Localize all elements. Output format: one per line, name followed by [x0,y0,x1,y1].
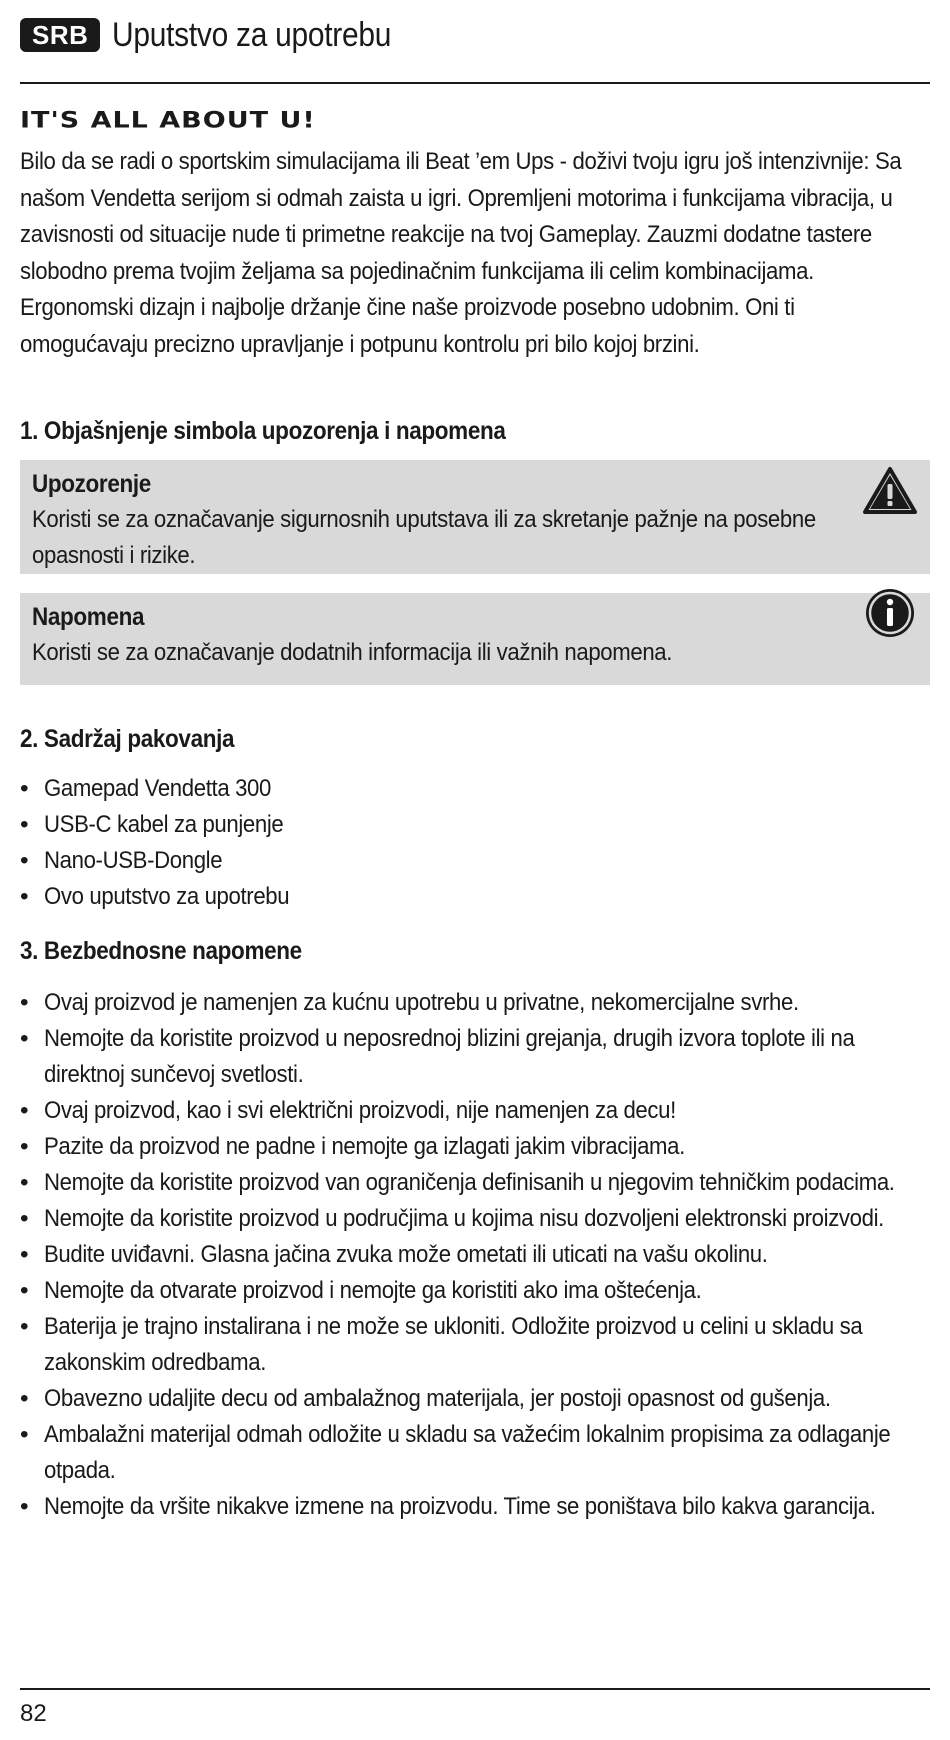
note-text: Koristi se za označavanje dodatnih informacija ili važnih napomena. [32,639,673,666]
list-item: • Nemojte da otvarate proizvod i nemojte ga koristiti ako ima oštećenja. [20,1277,702,1304]
list-item: • Nano-USB-Dongle [20,847,223,874]
section-heading-symbols: 1. Objašnjenje simbola upozorenja i napomena [20,417,506,445]
intro-paragraph: Bilo da se radi o sportskim simulacijama ili Beat ’em Ups - doživi tvoju igru još intenzivnije: Sa našom Vendetta serijom si odmah zaista u igri. Opremljeni motorima i funkcijama vibracija, u zavisnosti od situacije nude ti primetne reakcije na tvoj Gameplay. Zauzmi dodatne tastere slobodno prema tvojim željama sa pojedinačnim funkcijama ili celim kombinacijama. Ergonomski dizajn i najbolje držanje čine naše proizvode posebno udobnim. Oni ti omogućavaju precizno upravljanje i potpunu kontrolu pri bilo kojoj brzini. [20,148,902,358]
warning-triangle-icon [862,466,918,521]
list-item: • Obavezno udaljite decu od ambalažnog materijala, jer postoji opasnost od gušenja. [20,1385,831,1412]
page-number: 82 [20,1700,47,1727]
list-item: • Baterija je trajno instalirana i ne može se ukloniti. Odložite proizvod u celini u skladu sa zakonskim odredbama. [20,1313,863,1376]
warning-text: Koristi se za označavanje sigurnosnih uputstava ili za skretanje pažnje na posebne opasnosti i rizike. [32,506,816,569]
section2-heading-wrap [20,725,930,761]
language-badge: SRB [20,18,100,52]
list-item: • Nemojte da koristite proizvod u područjima u kojima nisu dozvoljeni elektronski proizvodi. [20,1205,884,1232]
package-contents-list [20,771,930,915]
warning-title: Upozorenje [32,470,151,498]
info-circle-icon [864,587,916,644]
section1-heading-wrap [20,417,930,453]
list-item: • Nemojte da koristite proizvod u neposrednoj blizini grejanja, drugih izvora toplote ili na direktnoj sunčevoj svetlosti. [20,1025,855,1088]
list-item: • Ovo uputstvo za upotrebu [20,883,290,910]
list-item: • Nemojte da koristite proizvod van ograničenja definisanih u njegovim tehničkim podacima. [20,1169,895,1196]
list-item: • Pazite da proizvod ne padne i nemojte ga izlagati jakim vibracijama. [20,1133,685,1160]
list-item: • Budite uviđavni. Glasna jačina zvuka može ometati ili uticati na vašu okolinu. [20,1241,768,1268]
list-item: • Ovaj proizvod, kao i svi električni proizvodi, nije namenjen za decu! [20,1097,676,1124]
section-heading-package: 2. Sadržaj pakovanja [20,725,235,753]
list-item: • Nemojte da vršite nikakve izmene na proizvodu. Time se poništava bilo kakva garancija. [20,1493,876,1520]
safety-notes-list [20,985,930,1525]
slogan: IT'S ALL ABOUT U! [20,108,316,134]
note-box [20,593,930,685]
list-item: • USB-C kabel za punjenje [20,811,284,838]
note-title: Napomena [32,603,145,631]
list-item: • Gamepad Vendetta 300 [20,775,271,802]
footer-divider [20,1688,930,1690]
manual-page [20,0,930,1525]
section3-heading-wrap [20,937,930,973]
warning-box [20,460,930,574]
intro-wrapper [20,144,930,394]
list-item: • Ambalažni materijal odmah odložite u skladu sa važećim lokalnim propisima za odlaganje otpada. [20,1421,891,1484]
page-header [20,0,930,70]
header-divider [20,82,930,84]
document-title: Uputstvo za upotrebu [112,15,392,54]
section-heading-safety: 3. Bezbednosne napomene [20,937,302,965]
list-item: • Ovaj proizvod je namenjen za kućnu upotrebu u privatne, nekomercijalne svrhe. [20,989,799,1016]
